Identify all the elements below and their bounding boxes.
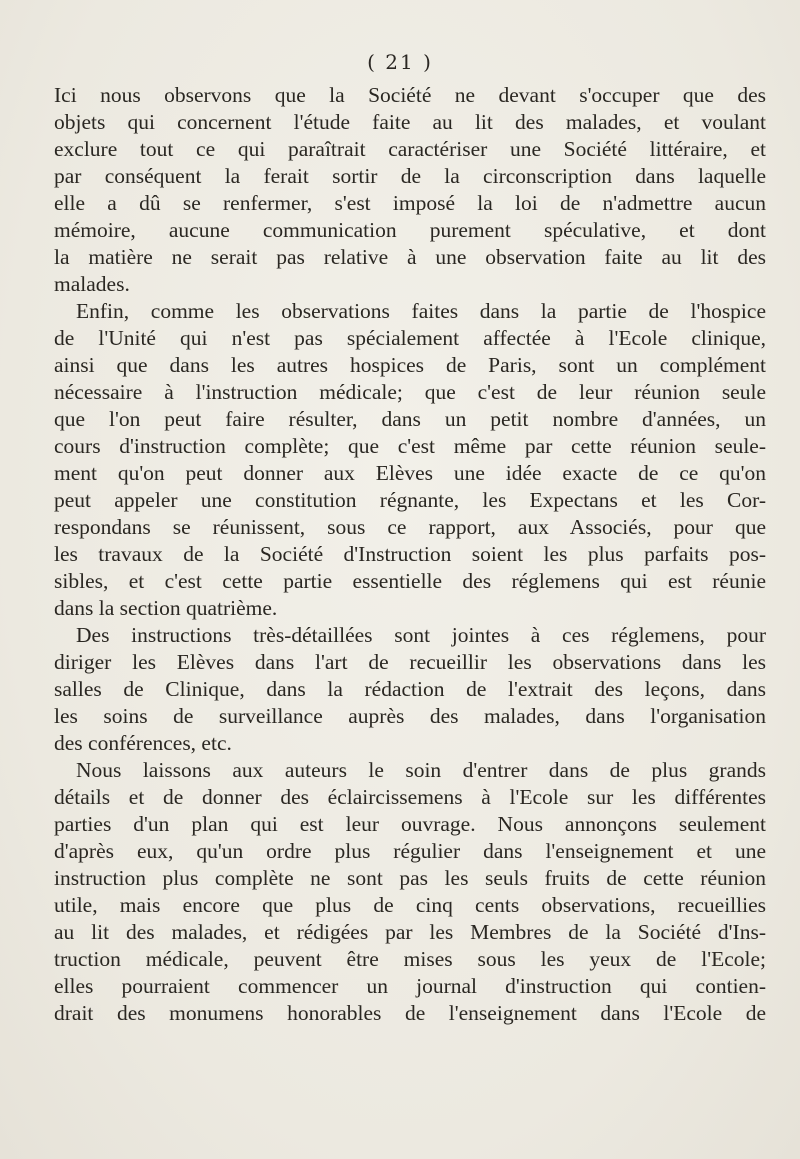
text-line: elle a dû se renfermer, s'est imposé la loi de n'admettre aucun [54,191,766,215]
text-line: sibles, et c'est cette partie essentielle des réglemens qui est réunie [54,569,766,593]
page-number: ( 21 ) [367,50,433,74]
text-line: respondans se réunissent, sous ce rapport, aux Associés, pour que [54,515,766,539]
paragraph [54,298,766,622]
text-line: salles de Clinique, dans la rédaction de l'extrait des leçons, dans [54,677,766,701]
paragraph [54,757,766,1027]
paragraph [54,622,766,757]
text-line: exclure tout ce qui paraîtrait caractériser une Société littéraire, et [54,137,766,161]
text-line: la matière ne serait pas relative à une observation faite au lit des [54,245,766,269]
text-line: elles pourraient commencer un journal d'instruction qui contien- [54,974,766,998]
text-line: détails et de donner des éclaircissemens à l'Ecole sur les différentes [54,785,766,809]
text-line: peut appeler une constitution régnante, les Expectans et les Cor- [54,488,766,512]
text-line: drait des monumens honorables de l'enseignement dans l'Ecole de [54,1001,766,1025]
text-line: nécessaire à l'instruction médicale; que c'est de leur réunion seule [54,380,766,404]
text-line: objets qui concernent l'étude faite au lit des malades, et voulant [54,110,766,134]
text-line: malades. [54,272,130,296]
text-line: d'après eux, qu'un ordre plus régulier dans l'enseignement et une [54,839,766,863]
text-line: parties d'un plan qui est leur ouvrage. Nous annonçons seulement [54,812,766,836]
text-line: utile, mais encore que plus de cinq cents observations, recueillies [54,893,766,917]
text-line: ment qu'on peut donner aux Elèves une idée exacte de ce qu'on [54,461,766,485]
text-line: les travaux de la Société d'Instruction soient les plus parfaits pos- [54,542,766,566]
text-line: de l'Unité qui n'est pas spécialement affectée à l'Ecole clinique, [54,326,766,350]
text-line: instruction plus complète ne sont pas les seuls fruits de cette réunion [54,866,766,890]
text-line: les soins de surveillance auprès des malades, dans l'organisation [54,704,766,728]
text-line: mémoire, aucune communication purement spéculative, et dont [54,218,766,242]
text-line: ainsi que dans les autres hospices de Paris, sont un complément [54,353,766,377]
paragraph [54,82,766,298]
text-line: cours d'instruction complète; que c'est même par cette réunion seule- [54,434,766,458]
text-line: Des instructions très-détaillées sont jointes à ces réglemens, pour [76,623,766,647]
text-line: Ici nous observons que la Société ne devant s'occuper que des [54,83,766,107]
text-line: par conséquent la ferait sortir de la circonscription dans laquelle [54,164,766,188]
body-text [54,82,766,1027]
text-line: que l'on peut faire résulter, dans un petit nombre d'années, un [54,407,766,431]
text-line: diriger les Elèves dans l'art de recueillir les observations dans les [54,650,766,674]
text-line: Enfin, comme les observations faites dans la partie de l'hospice [76,299,766,323]
text-line: au lit des malades, et rédigées par les Membres de la Société d'Ins- [54,920,766,944]
text-line: des conférences, etc. [54,731,232,755]
text-line: Nous laissons aux auteurs le soin d'entrer dans de plus grands [76,758,766,782]
text-line: truction médicale, peuvent être mises sous les yeux de l'Ecole; [54,947,766,971]
text-line: dans la section quatrième. [54,596,278,620]
